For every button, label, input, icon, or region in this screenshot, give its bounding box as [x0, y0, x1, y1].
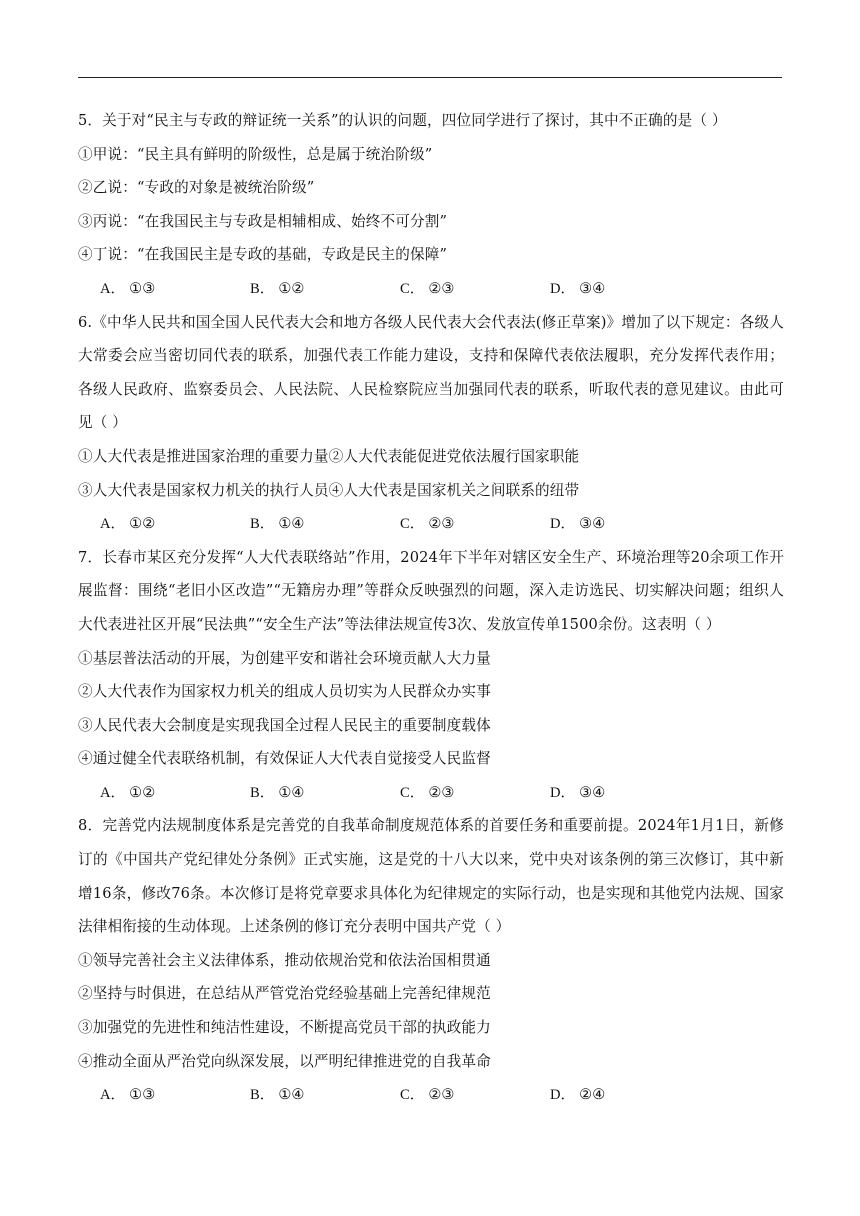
question-7	[78, 541, 784, 810]
option-text: ①④	[278, 1086, 305, 1104]
question-6-option-c[interactable]	[400, 507, 550, 541]
question-7-option-a[interactable]	[100, 776, 250, 810]
question-8-option-b[interactable]	[250, 1078, 400, 1112]
question-7-statement-3: ③人民代表大会制度是实现我国全过程人民民主的重要制度载体	[78, 716, 491, 734]
question-6-statement-1: ①人大代表是推进国家治理的重要力量②人大代表能促进党依法履行国家职能	[78, 447, 580, 465]
option-text: ②③	[428, 1086, 455, 1104]
question-8-option-c[interactable]	[400, 1078, 550, 1112]
option-text: ①④	[278, 783, 305, 801]
question-8-options	[78, 1078, 784, 1112]
question-5-statement-1: ①甲说：“民主具有鲜明的阶级性，总是属于统治阶级”	[78, 145, 433, 163]
question-7-statement-2: ②人大代表作为国家权力机关的组成人员切实为人民群众办实事	[78, 683, 491, 701]
option-letter: D．	[550, 1087, 576, 1104]
question-5-option-a[interactable]	[100, 272, 250, 306]
question-7-option-c[interactable]	[400, 776, 550, 810]
question-8-statement-3: ③加强党的先进性和纯洁性建设，不断提高党员干部的执政能力	[78, 1019, 491, 1037]
option-text: ②③	[428, 279, 455, 297]
option-text: ①③	[129, 1086, 156, 1104]
option-text: ①④	[278, 515, 305, 533]
option-letter: B．	[250, 784, 275, 801]
question-6-stem: 6.《中华人民共和国全国人民代表大会和地方各级人民代表大会代表法(修正草案)》增加了以下规定：各级人大常委会应当密切同代表的联系，加强代表工作能力建设，支持和保障代表依法履职，充分发挥代表作用；各级人民政府、监察委员会、人民法院、人民检察院应当加强同代表的联系，听取代表的意见建议。由此可见（ ）	[78, 313, 784, 432]
option-letter: A．	[100, 784, 126, 801]
question-8-option-d[interactable]	[550, 1078, 700, 1112]
question-5-options	[78, 272, 784, 306]
option-letter: A．	[100, 516, 126, 533]
option-text: ①②	[129, 515, 156, 533]
option-text: ③④	[579, 515, 606, 533]
option-letter: D．	[550, 280, 576, 297]
question-6-option-b[interactable]	[250, 507, 400, 541]
option-text: ③④	[579, 783, 606, 801]
question-5-stem: 5．关于对“民主与专政的辩证统一关系”的认识的问题，四位同学进行了探讨，其中不正确的是（ ）	[78, 112, 727, 129]
option-letter: B．	[250, 1087, 275, 1104]
option-text: ①②	[129, 783, 156, 801]
question-6-option-a[interactable]	[100, 507, 250, 541]
option-letter: C．	[400, 784, 425, 801]
question-8-statement-4: ④推动全面从严治党向纵深发展，以严明纪律推进党的自我革命	[78, 1052, 491, 1070]
option-letter: C．	[400, 516, 425, 533]
option-text: ①③	[129, 279, 156, 297]
question-5-option-c[interactable]	[400, 272, 550, 306]
question-5-option-d[interactable]	[550, 272, 700, 306]
option-text: ②③	[428, 783, 455, 801]
option-text: ①②	[278, 279, 305, 297]
question-6	[78, 306, 784, 541]
option-letter: D．	[550, 784, 576, 801]
question-6-options	[78, 507, 784, 541]
option-letter: A．	[100, 1087, 126, 1104]
question-page	[78, 104, 784, 1112]
option-letter: C．	[400, 1087, 425, 1104]
option-letter: B．	[250, 516, 275, 533]
question-8-option-a[interactable]	[100, 1078, 250, 1112]
question-6-option-d[interactable]	[550, 507, 700, 541]
question-8-statement-1: ①领导完善社会主义法律体系，推动依规治党和依法治国相贯通	[78, 951, 491, 969]
question-7-statement-1: ①基层普法活动的开展，为创建平安和谐社会环境贡献人大力量	[78, 649, 491, 667]
question-8-stem: 8．完善党内法规制度体系是完善党的自我革命制度规范体系的首要任务和重要前提。2024年1月1日，新修订的《中国共产党纪律处分条例》正式实施，这是党的十八大以来，党中央对该条例的第三次修订，其中新增16条，修改76条。本次修订是将党章要求具体化为纪律规定的实际行动，也是实现和其他党内法规、国家法律相衔接的生动体现。上述条例的修订充分表明中国共产党（ ）	[78, 817, 784, 936]
question-5-statement-3: ③丙说：“在我国民主与专政是相辅相成、始终不可分割”	[78, 212, 448, 230]
question-8	[78, 809, 784, 1111]
option-letter: C．	[400, 280, 425, 297]
question-6-statement-2: ③人大代表是国家权力机关的执行人员④人大代表是国家机关之间联系的纽带	[78, 481, 580, 499]
question-5-statement-2: ②乙说：“专政的对象是被统治阶级”	[78, 179, 315, 197]
option-text: ②③	[428, 515, 455, 533]
option-text: ③④	[579, 279, 606, 297]
question-7-option-b[interactable]	[250, 776, 400, 810]
question-5-statement-4: ④丁说：“在我国民主是专政的基础，专政是民主的保障”	[78, 246, 448, 264]
option-letter: D．	[550, 516, 576, 533]
question-5	[78, 104, 784, 306]
question-7-stem: 7．长春市某区充分发挥“人大代表联络站”作用，2024年下半年对辖区安全生产、环境治理等20余项工作开展监督：围绕“老旧小区改造”“无籍房办理”等群众反映强烈的问题，深入走访选民、切实解决问题；组织人大代表进社区开展“民法典”“安全生产法”等法律法规宣传3次、发放宣传单1500余份。这表明（ ）	[78, 548, 784, 633]
option-letter: A．	[100, 280, 126, 297]
option-letter: B．	[250, 280, 275, 297]
question-7-options	[78, 776, 784, 810]
question-7-option-d[interactable]	[550, 776, 700, 810]
question-7-statement-4: ④通过健全代表联络机制，有效保证人大代表自觉接受人民监督	[78, 750, 491, 768]
question-5-option-b[interactable]	[250, 272, 400, 306]
question-8-statement-2: ②坚持与时俱进，在总结从严管党治党经验基础上完善纪律规范	[78, 985, 491, 1003]
header-rule	[78, 77, 782, 78]
option-text: ②④	[579, 1086, 606, 1104]
